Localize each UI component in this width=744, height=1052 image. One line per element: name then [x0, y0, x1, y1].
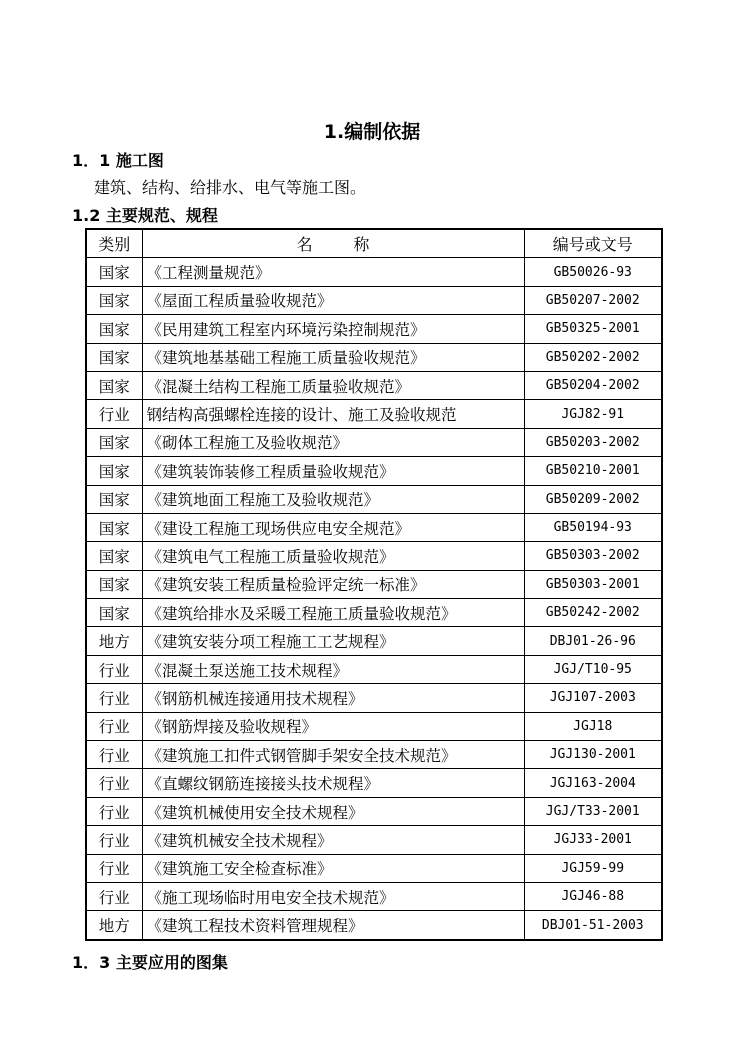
cell-code: JGJ59-99 — [524, 854, 662, 882]
cell-category: 行业 — [86, 769, 142, 797]
cell-code: GB50209-2002 — [524, 485, 662, 513]
table-row — [86, 712, 662, 740]
table-row — [86, 315, 662, 343]
cell-category: 行业 — [86, 882, 142, 910]
cell-name: 《砌体工程施工及验收规范》 — [142, 428, 524, 456]
cell-name: 《直螺纹钢筋连接接头技术规程》 — [142, 769, 524, 797]
table-row — [86, 485, 662, 513]
cell-code: GB50202-2002 — [524, 343, 662, 371]
table-row — [86, 428, 662, 456]
cell-name: 《建筑机械使用安全技术规程》 — [142, 797, 524, 825]
standards-table — [85, 228, 663, 941]
cell-code: JGJ46-88 — [524, 882, 662, 910]
cell-name: 《建筑施工安全检查标准》 — [142, 854, 524, 882]
section-heading-atlases: 1．3 主要应用的图集 — [72, 953, 228, 972]
table-row — [86, 513, 662, 541]
table-row — [86, 457, 662, 485]
cell-category: 国家 — [86, 371, 142, 399]
table-header-row — [86, 229, 662, 258]
cell-code: JGJ33-2001 — [524, 826, 662, 854]
cell-category: 行业 — [86, 741, 142, 769]
cell-code: GB50210-2001 — [524, 457, 662, 485]
cell-category: 地方 — [86, 911, 142, 940]
cell-code: GB50242-2002 — [524, 599, 662, 627]
table-row — [86, 911, 662, 940]
cell-category: 国家 — [86, 343, 142, 371]
cell-code: GB50204-2002 — [524, 371, 662, 399]
cell-code: GB50325-2001 — [524, 315, 662, 343]
cell-name: 《建筑机械安全技术规程》 — [142, 826, 524, 854]
cell-category: 国家 — [86, 457, 142, 485]
cell-category: 国家 — [86, 570, 142, 598]
cell-name: 《建设工程施工现场供应电安全规范》 — [142, 513, 524, 541]
cell-name: 《建筑电气工程施工质量验收规范》 — [142, 542, 524, 570]
cell-name: 《民用建筑工程室内环境污染控制规范》 — [142, 315, 524, 343]
cell-category: 行业 — [86, 826, 142, 854]
table-row — [86, 882, 662, 910]
cell-code: GB50303-2002 — [524, 542, 662, 570]
cell-category: 国家 — [86, 542, 142, 570]
cell-name: 《工程测量规范》 — [142, 258, 524, 286]
table-row — [86, 826, 662, 854]
cell-name: 《建筑地面工程施工及验收规范》 — [142, 485, 524, 513]
section-heading-drawings: 1．1 施工图 — [72, 151, 164, 170]
table-row — [86, 400, 662, 428]
cell-category: 国家 — [86, 428, 142, 456]
cell-code: GB50207-2002 — [524, 286, 662, 314]
cell-code: DBJ01-51-2003 — [524, 911, 662, 940]
table-row — [86, 542, 662, 570]
cell-name: 《建筑安装分项工程施工工艺规程》 — [142, 627, 524, 655]
table-row — [86, 655, 662, 683]
cell-category: 国家 — [86, 315, 142, 343]
table-row — [86, 258, 662, 286]
cell-name: 《建筑装饰装修工程质量验收规范》 — [142, 457, 524, 485]
table-row — [86, 627, 662, 655]
cell-name: 《混凝土泵送施工技术规程》 — [142, 655, 524, 683]
cell-category: 国家 — [86, 485, 142, 513]
cell-code: GB50203-2002 — [524, 428, 662, 456]
cell-category: 国家 — [86, 513, 142, 541]
cell-code: GB50194-93 — [524, 513, 662, 541]
cell-name: 《建筑安装工程质量检验评定统一标准》 — [142, 570, 524, 598]
header-code: 编号或文号 — [524, 229, 662, 258]
cell-category: 国家 — [86, 599, 142, 627]
cell-category: 国家 — [86, 286, 142, 314]
cell-name: 《施工现场临时用电安全技术规范》 — [142, 882, 524, 910]
section-heading-standards: 1.2 主要规范、规程 — [72, 206, 218, 225]
table-row — [86, 570, 662, 598]
table-row — [86, 343, 662, 371]
header-category: 类别 — [86, 229, 142, 258]
cell-name: 《屋面工程质量验收规范》 — [142, 286, 524, 314]
cell-code: JGJ130-2001 — [524, 741, 662, 769]
cell-category: 行业 — [86, 854, 142, 882]
cell-name: 《混凝土结构工程施工质量验收规范》 — [142, 371, 524, 399]
cell-code: JGJ107-2003 — [524, 684, 662, 712]
cell-name: 《建筑工程技术资料管理规程》 — [142, 911, 524, 940]
cell-category: 行业 — [86, 684, 142, 712]
section-body-drawings: 建筑、结构、给排水、电气等施工图。 — [94, 178, 367, 197]
cell-code: JGJ/T33-2001 — [524, 797, 662, 825]
header-name: 名 称 — [142, 229, 524, 258]
cell-name: 《钢筋焊接及验收规程》 — [142, 712, 524, 740]
cell-category: 行业 — [86, 712, 142, 740]
cell-name: 《建筑施工扣件式钢管脚手架安全技术规范》 — [142, 741, 524, 769]
cell-category: 行业 — [86, 400, 142, 428]
cell-category: 行业 — [86, 655, 142, 683]
table-row — [86, 286, 662, 314]
cell-category: 行业 — [86, 797, 142, 825]
table-row — [86, 797, 662, 825]
cell-name: 《建筑给排水及采暖工程施工质量验收规范》 — [142, 599, 524, 627]
cell-category: 地方 — [86, 627, 142, 655]
cell-name: 《建筑地基基础工程施工质量验收规范》 — [142, 343, 524, 371]
table-row — [86, 684, 662, 712]
table-row — [86, 599, 662, 627]
cell-code: JGJ82-91 — [524, 400, 662, 428]
cell-code: DBJ01-26-96 — [524, 627, 662, 655]
page-title: 1.编制依据 — [323, 121, 421, 143]
table-row — [86, 741, 662, 769]
cell-name: 《钢筋机械连接通用技术规程》 — [142, 684, 524, 712]
cell-category: 国家 — [86, 258, 142, 286]
table-row — [86, 371, 662, 399]
cell-code: JGJ/T10-95 — [524, 655, 662, 683]
cell-code: JGJ163-2004 — [524, 769, 662, 797]
cell-code: JGJ18 — [524, 712, 662, 740]
table-row — [86, 854, 662, 882]
cell-code: GB50303-2001 — [524, 570, 662, 598]
cell-code: GB50026-93 — [524, 258, 662, 286]
table-row — [86, 769, 662, 797]
cell-name: 钢结构高强螺栓连接的设计、施工及验收规范 — [142, 400, 524, 428]
